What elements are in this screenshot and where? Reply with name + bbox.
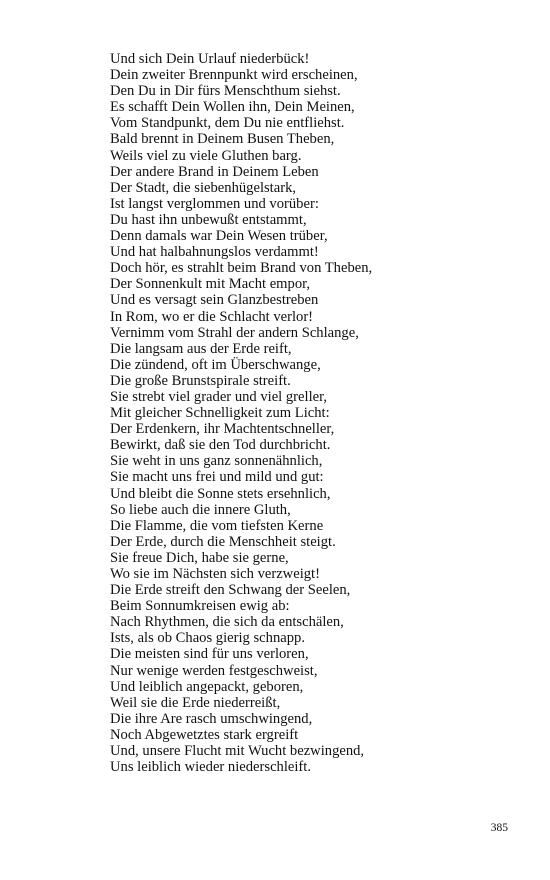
poem-line: Bewirkt, daß sie den Tod durchbricht.: [110, 437, 331, 454]
poem-line: Ist langst verglommen und vorüber:: [110, 195, 319, 212]
poem-line: Mit gleicher Schnelligkeit zum Licht:: [110, 405, 330, 422]
poem-line: Der Erdenkern, ihr Machtentschneller,: [110, 421, 335, 438]
poem-line: Du hast ihn unbewußt entstammt,: [110, 211, 307, 228]
poem-line: Sie freue Dich, habe sie gerne,: [110, 549, 289, 566]
poem-line: Die meisten sind für uns verloren,: [110, 646, 309, 663]
poem-line: Sie macht uns frei und mild und gut:: [110, 469, 324, 486]
poem-text: [110, 51, 372, 775]
page-number: 385: [490, 822, 508, 834]
poem-line: Weils viel zu viele Gluthen barg.: [110, 147, 302, 164]
poem-line: Weil sie die Erde niederreißt,: [110, 694, 281, 711]
poem-line: Die Flamme, die vom tiefsten Kerne: [110, 517, 324, 534]
poem-line: Und bleibt die Sonne stets ersehnlich,: [110, 485, 331, 502]
poem-line: Sie strebt viel grader und viel greller,: [110, 388, 328, 405]
poem-line: Den Du in Dir fürs Menschthum siehst.: [110, 83, 341, 100]
poem-line: Uns leiblich wieder niederschleift.: [110, 759, 311, 776]
poem-line: Noch Abgewetztes stark ergreift: [110, 726, 299, 743]
poem-line: Es schafft Dein Wollen ihn, Dein Meinen,: [110, 99, 355, 116]
poem-line: Sie weht in uns ganz sonnenähnlich,: [110, 453, 323, 470]
poem-line: Die große Brunstspirale streift.: [110, 372, 291, 389]
poem-line: Dein zweiter Brennpunkt wird erscheinen,: [110, 67, 358, 84]
poem-line: Beim Sonnumkreisen ewig ab:: [110, 598, 290, 615]
poem-line: Die Erde streift den Schwang der Seelen,: [110, 582, 351, 599]
poem-line: Nur wenige werden festgeschweist,: [110, 662, 318, 679]
poem-line: Vernimm vom Strahl der andern Schlange,: [110, 324, 359, 341]
poem-line: Und leiblich angepackt, geboren,: [110, 678, 304, 695]
poem-line: Der Stadt, die siebenhügelstark,: [110, 179, 297, 196]
poem-line: Die zündend, oft im Überschwange,: [110, 356, 321, 373]
poem-line: Der andere Brand in Deinem Leben: [110, 163, 319, 180]
poem-line: Und sich Dein Urlauf niederbück!: [110, 51, 310, 67]
poem-line: Ists, als ob Chaos gierig schnapp.: [110, 630, 305, 647]
poem-line: Und es versagt sein Glanzbestreben: [110, 292, 319, 309]
poem-line: Vom Standpunkt, dem Du nie entfliehst.: [110, 115, 345, 132]
poem-line: Und hat halbahnungslos verdammt!: [110, 244, 319, 261]
poem-line: Denn damals war Dein Wesen trüber,: [110, 228, 328, 245]
poem-line: Und, unsere Flucht mit Wucht bezwingend,: [110, 743, 365, 760]
poem-line: Bald brennt in Deinem Busen Theben,: [110, 131, 335, 148]
poem-line: Wo sie im Nächsten sich verzweigt!: [110, 566, 320, 582]
poem-line: Die langsam aus der Erde reift,: [110, 340, 292, 357]
poem-line: So liebe auch die innere Gluth,: [110, 501, 291, 518]
poem-line: Doch hör, es strahlt beim Brand von Theben,: [110, 260, 373, 277]
poem-line: Nach Rhythmen, die sich da entschälen,: [110, 614, 344, 631]
poem-line: Der Sonnenkult mit Macht empor,: [110, 276, 311, 293]
poem-line: Die ihre Are rasch umschwingend,: [110, 710, 313, 727]
poem-line: Der Erde, durch die Menschheit steigt.: [110, 533, 336, 550]
poem-line: In Rom, wo er die Schlacht verlor!: [110, 308, 314, 325]
